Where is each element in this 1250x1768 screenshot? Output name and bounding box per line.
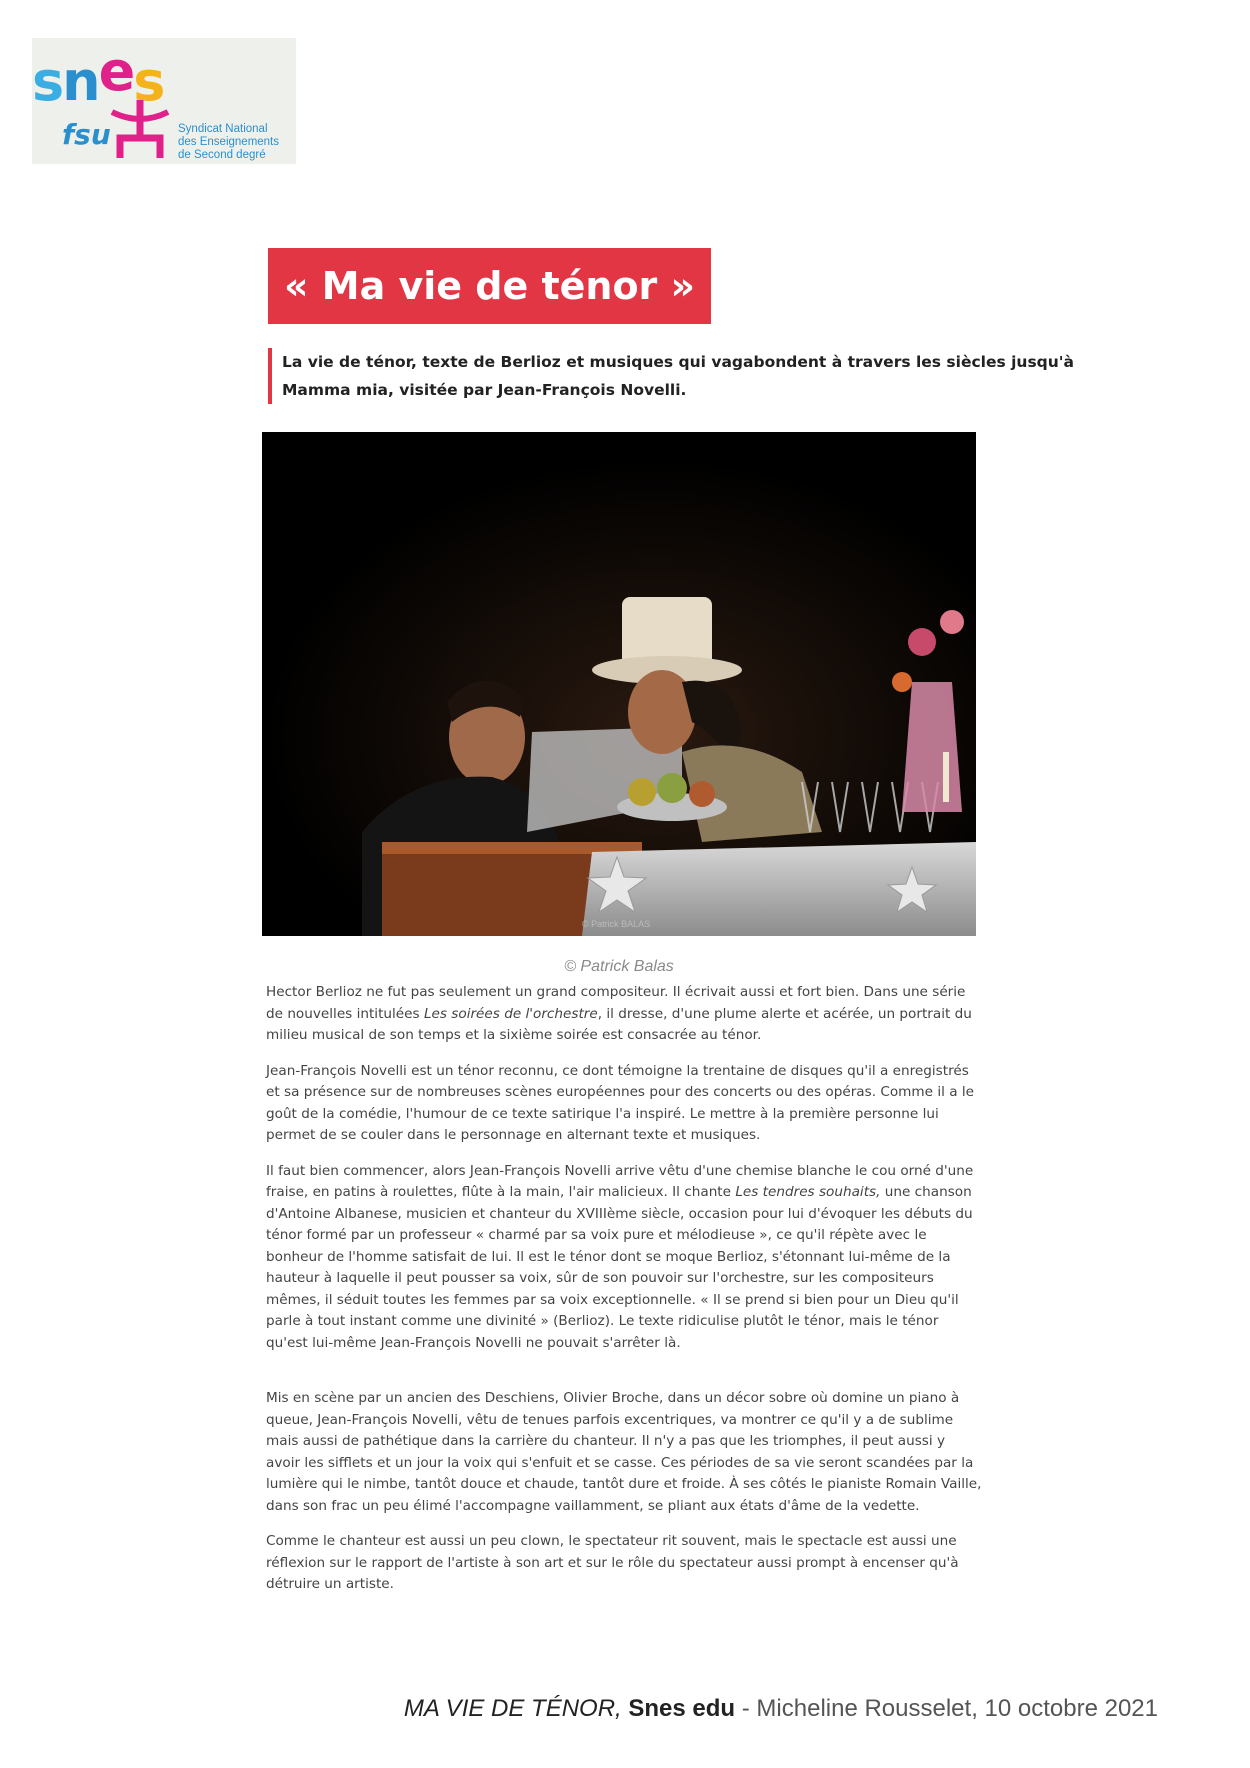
- article-paragraph: [266, 1161, 982, 1355]
- footer-author-date: - Micheline Rousselet, 10 octobre 2021: [735, 1695, 1158, 1722]
- paragraph-text: Mis en scène par un ancien des Deschiens, Olivier Broche, dans un décor sobre où domine un piano à queue, Jean-François Novelli, vêtu de tenues parfois excentriques, va montrer ce qu'il y a de sublime mais aussi de pathétique dans la carrière du chanteur. Il n'y a pas que les triomphes, il peut aussi y avoir les sifflets et un jour la voix qui s'enfuit et se casse. Ces périodes de sa vie seront scandées par la lumière qui le nimbe, tantôt douce et chaude, tantôt dure et froide. À ses côtés le pianiste Romain Vaille, dans son frac un peu élimé l'accompagne vaillamment, se pliant aux états d'âme de la vedette.: [266, 1390, 982, 1514]
- italic-title: Les soirées de l'orchestre: [423, 1005, 598, 1022]
- svg-text:© Patrick BALAS: © Patrick BALAS: [582, 919, 651, 929]
- stage-photo: [262, 432, 976, 936]
- article-paragraph: [266, 1061, 982, 1147]
- article-title: « Ma vie de ténor »: [268, 248, 711, 324]
- svg-text:Syndicat National: Syndicat National: [178, 123, 268, 135]
- footer-source: Snes edu: [628, 1695, 736, 1722]
- paragraph-text: Jean-François Novelli est un ténor reconnu, ce dont témoigne la trentaine de disques qu'il a enregistrés et sa présence sur de nombreuses scènes européennes pour des concerts ou des opéras. Comme il a le goût de la comédie, l'humour de ce texte satirique l'a inspiré. Le mettre à la première personne lui permet de se couler dans le personnage en alternant texte et musiques.: [266, 1062, 975, 1143]
- paragraph-text: Hector Berlioz ne fut pas seulement un grand compositeur. Il écrivait aussi et fort bien. Dans une série de nouvelles intitulées: [266, 984, 966, 1022]
- paragraph-text: Comme le chanteur est aussi un peu clown, le spectateur rit souvent, mais le spectacle est aussi une réflexion sur le rapport de l'artiste à son art et sur le rôle du spectateur aussi prompt à encenser qu'à détruire un artiste.: [266, 1533, 959, 1592]
- article-lede: La vie de ténor, texte de Berlioz et musiques qui vagabondent à travers les siècles jusqu'à Mamma mia, visitée par Jean-François Novelli.: [268, 348, 1142, 404]
- footer-title: MA VIE DE TÉNOR,: [403, 1695, 622, 1722]
- article-paragraph: [266, 982, 982, 1047]
- article-paragraph: [266, 1388, 982, 1517]
- paragraph-text: Il faut bien commencer, alors Jean-François Novelli arrive vêtu d'une chemise blanche le cou orné d'une fraise, en patins à roulettes, flûte à la main, l'air malicieux. Il chante: [266, 1162, 974, 1200]
- article-paragraph: [266, 1531, 982, 1596]
- paragraph-text: , il dresse, d'une plume alerte et acérée, un portrait du milieu musical de son temps et la sixième soirée est consacrée au ténor.: [266, 1005, 972, 1043]
- footer-citation: [404, 1695, 1158, 1723]
- snes-fsu-logo: [32, 38, 296, 164]
- paragraph-text: une chanson d'Antoine Albanese, musicien et chanteur du XVIIIème siècle, occasion pour lui d'évoquer les débuts du ténor formé par un professeur « charmé par sa voix pure et mélodieuse », ce qu'il répète avec le bonheur de l'homme satisfait de lui. Il est le ténor dont se moque Berlioz, s'étonnant lui-même de la hauteur à laquelle il peut pousser sa voix, sûr de son pouvoir sur l'orchestre, sur les compositeurs mêmes, il séduit toutes les femmes par sa voix exceptionnelle. « Il se prend si bien pour un Dieu qu'il parle à tout instant comme une divinité » (Berlioz). Le texte ridiculise plutôt le ténor, mais le ténor qu'est lui-même Jean-François Novelli ne pouvait s'arrêter là.: [266, 1184, 973, 1351]
- svg-text:des Enseignements: des Enseignements: [178, 136, 280, 148]
- svg-text:fsu: fsu: [62, 118, 111, 151]
- photo-credit: © Patrick Balas: [564, 958, 674, 975]
- svg-text:snes: snes: [32, 40, 164, 113]
- article-body: [266, 982, 982, 1610]
- italic-title: Les tendres souhaits,: [735, 1184, 881, 1200]
- svg-text:de Second degré: de Second degré: [178, 149, 266, 161]
